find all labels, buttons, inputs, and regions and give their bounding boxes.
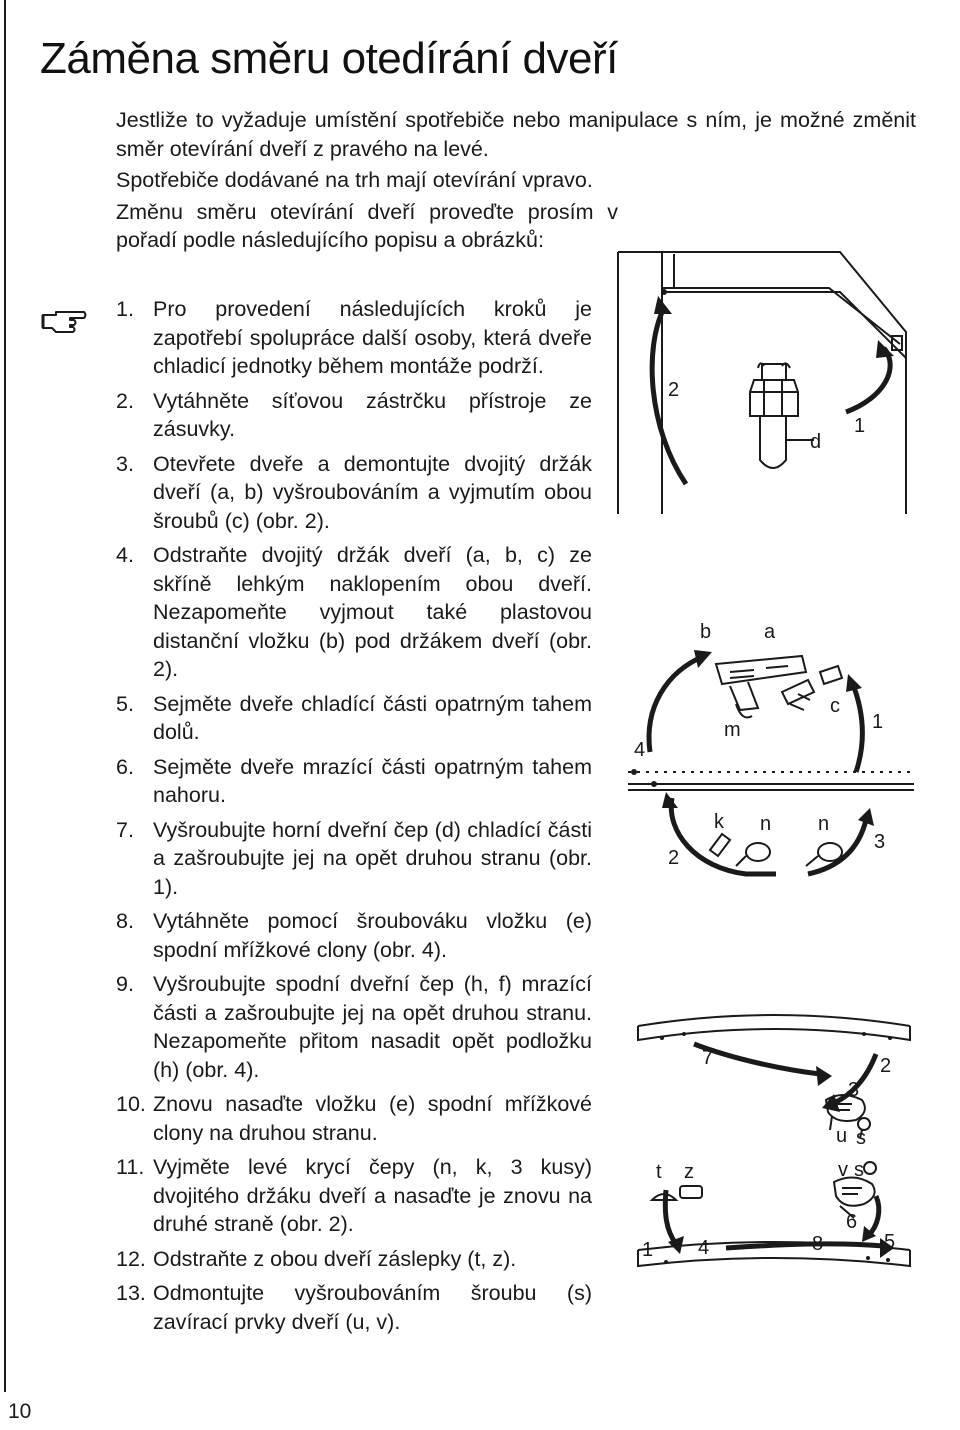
figure-label: v bbox=[838, 1159, 848, 1181]
step-item bbox=[116, 1153, 592, 1239]
step-number: 4. bbox=[116, 543, 134, 567]
step-item bbox=[116, 1279, 592, 1336]
figure-label: 2 bbox=[668, 379, 680, 401]
figure-label: 4 bbox=[634, 739, 646, 761]
intro-paragraph: Změnu směru otevírání dveří proveďte prosím v pořadí podle následujícího popisu a obrázků: bbox=[116, 199, 618, 252]
figure-label: a bbox=[764, 621, 776, 643]
figure-label: 1 bbox=[642, 1239, 654, 1261]
figure-label: m bbox=[724, 719, 741, 741]
figure-1-upper-hinge bbox=[614, 248, 914, 518]
figure-label: n bbox=[760, 813, 772, 835]
step-item bbox=[116, 907, 592, 964]
step-text: Pro provedení následujících kroků je zapotřebí spolupráce další osoby, která dveře chladicí jednotky během montáže podrží. bbox=[153, 297, 592, 378]
step-number: 8. bbox=[116, 909, 134, 933]
step-number: 3. bbox=[116, 451, 134, 476]
figure-label: 2 bbox=[668, 847, 680, 869]
step-number: 2. bbox=[116, 388, 134, 413]
step-item bbox=[116, 1245, 592, 1274]
step-text: Odstraňte z obou dveří záslepky (t, z). bbox=[153, 1246, 517, 1271]
figure-label: b bbox=[700, 621, 712, 643]
figure-label: 8 bbox=[812, 1233, 824, 1255]
step-number: 6. bbox=[116, 754, 134, 779]
step-number: 9. bbox=[116, 972, 134, 996]
intro-paragraph: Spotřebiče dodávané na trh mají otevírání vpravo. bbox=[116, 168, 593, 192]
figure-label: z bbox=[684, 1161, 694, 1183]
figure-2-door-holder bbox=[626, 612, 918, 890]
pointing-hand-icon bbox=[40, 306, 88, 334]
figure-label: n bbox=[818, 813, 830, 835]
intro-section bbox=[116, 106, 916, 258]
step-item bbox=[116, 541, 592, 684]
figure-label: 1 bbox=[872, 711, 884, 733]
figure-label: s bbox=[854, 1159, 864, 1181]
step-item bbox=[116, 1090, 592, 1147]
step-item bbox=[116, 690, 592, 747]
intro-paragraph: Jestliže to vyžaduje umístění spotřebiče nebo manipulace s ním, je možné změnit směr otevírání dveří z pravého na levé. bbox=[116, 108, 916, 161]
figure-label: d bbox=[810, 431, 822, 453]
step-text: Vytáhněte síťovou zástrčku přístroje ze zásuvky. bbox=[153, 388, 592, 441]
step-item bbox=[116, 295, 592, 381]
step-text: Vyšroubujte spodní dveřní čep (h, f) mrazící části a zašroubujte jej na opět druhou stranu. Nezapomeňte přitom nasadit opět podložku (h) (obr. 4). bbox=[153, 972, 592, 1082]
page-title: Záměna směru otedírání dveří bbox=[40, 34, 618, 83]
step-number: 5. bbox=[116, 691, 134, 716]
figure-label: 3 bbox=[874, 831, 886, 853]
step-item bbox=[116, 970, 592, 1084]
figure-label: 5 bbox=[884, 1231, 896, 1253]
step-text: Odstraňte dvojitý držák dveří (a, b, c) ze skříně lehkým naklopením obou dveří. Nezapomeňte vyjmout také plastovou distanční vložku (b) pod držákem dveří (obr. 2). bbox=[153, 543, 592, 681]
step-number: 10. bbox=[116, 1092, 146, 1116]
step-text: Znovu nasaďte vložku (e) spodní mřížkové clony na druhou stranu. bbox=[153, 1092, 592, 1145]
figure-label: k bbox=[714, 811, 724, 833]
step-number: 1. bbox=[116, 297, 134, 321]
figure-label: 6 bbox=[846, 1211, 858, 1233]
figure-label: u bbox=[836, 1125, 848, 1147]
figure-label: t bbox=[656, 1161, 662, 1183]
step-text: Vyšroubujte horní dveřní čep (d) chladící části a zašroubujte jej na opět druhou stranu (obr. 1). bbox=[153, 817, 592, 899]
step-text: Vyjměte levé krycí čepy (n, k, 3 kusy) dvojitého držáku dveří a nasaďte je znovu na druhé straně (obr. 2). bbox=[153, 1155, 592, 1236]
left-margin-rule bbox=[4, 0, 6, 1392]
step-number: 7. bbox=[116, 817, 134, 842]
figure-label: 3 bbox=[848, 1079, 860, 1101]
step-item bbox=[116, 387, 592, 444]
step-number: 12. bbox=[116, 1246, 146, 1271]
step-number: 13. bbox=[116, 1281, 146, 1305]
step-text: Sejměte dveře mrazící části opatrným tahem nahoru. bbox=[153, 754, 592, 807]
page-number: 10 bbox=[8, 1400, 32, 1423]
step-item bbox=[116, 450, 592, 536]
step-text: Odmontujte vyšroubováním šroubu (s) zavírací prvky dveří (u, v). bbox=[153, 1281, 592, 1334]
figure-label: 1 bbox=[854, 415, 866, 437]
steps-list bbox=[116, 295, 592, 1342]
figure-label: c bbox=[830, 695, 840, 717]
figure-label: 4 bbox=[698, 1237, 710, 1259]
figure-label: 2 bbox=[880, 1055, 892, 1077]
figure-label: s bbox=[856, 1127, 866, 1149]
step-text: Vytáhněte pomocí šroubováku vložku (e) spodní mřížkové clony (obr. 4). bbox=[153, 909, 592, 962]
step-text: Otevřete dveře a demontujte dvojitý držák dveří (a, b) vyšroubováním a vyjmutím obou šroubů (c) (obr. 2). bbox=[153, 451, 592, 533]
figure-label: 7 bbox=[702, 1047, 714, 1069]
step-item bbox=[116, 753, 592, 810]
figure-3-door-stops bbox=[636, 1000, 912, 1292]
step-number: 11. bbox=[116, 1155, 145, 1179]
step-item bbox=[116, 816, 592, 902]
step-text: Sejměte dveře chladící části opatrným tahem dolů. bbox=[153, 691, 592, 744]
